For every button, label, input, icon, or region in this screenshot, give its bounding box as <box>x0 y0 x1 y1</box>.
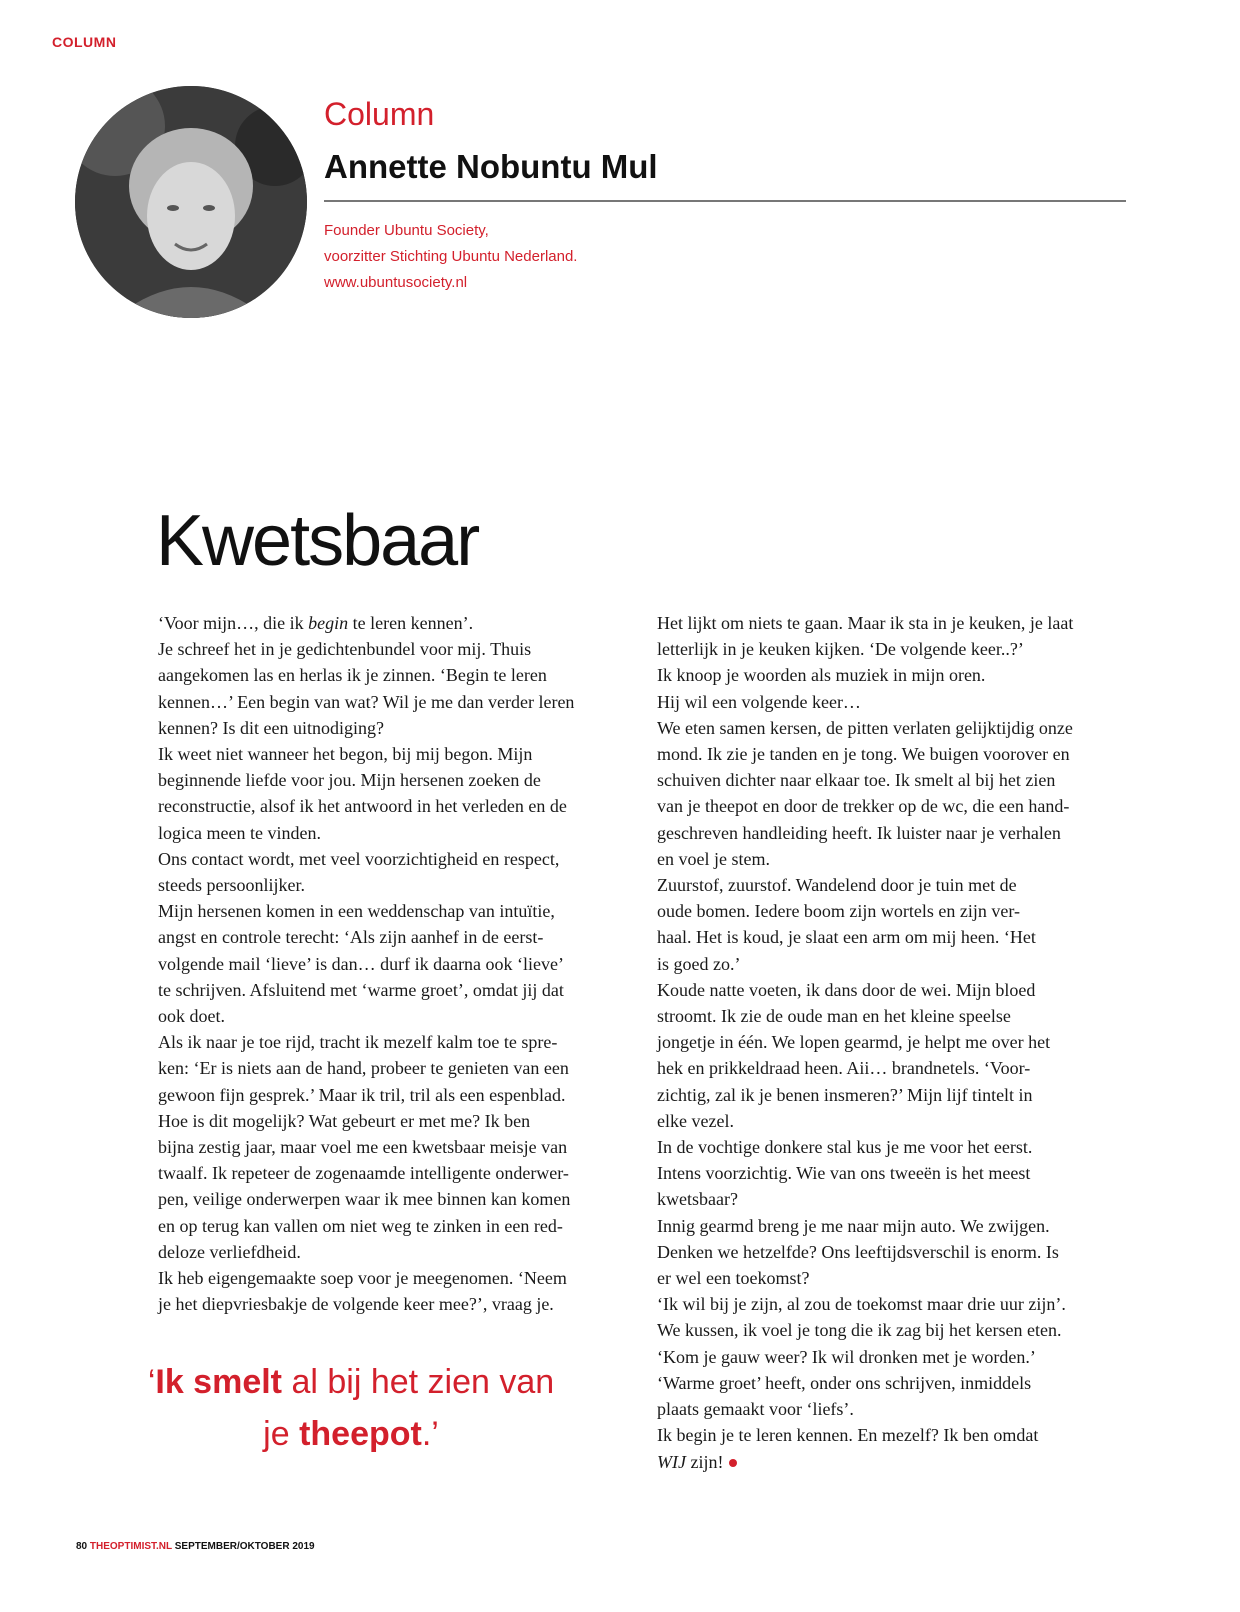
article-line: Zuurstof, zuurstof. Wandelend door je tuin met de <box>657 875 1017 896</box>
article-line: kwetsbaar? <box>657 1189 738 1210</box>
article-line: jongetje in één. We lopen gearmd, je helpt me over het <box>657 1032 1051 1053</box>
author-name: Annette Nobuntu Mul <box>324 148 658 185</box>
article-line: zichtig, zal ik je benen insmeren?’ Mijn lijf tintelt in <box>657 1084 1033 1105</box>
author-portrait <box>75 86 307 318</box>
article-line: WIJ zijn! <box>657 1449 1132 1475</box>
article-line: Denken we hetzelfde? Ons leeftijdsverschil is enorm. Is <box>657 1241 1059 1262</box>
article-line: geschreven handleiding heeft. Ik luister naar je verhalen <box>657 822 1061 843</box>
article-line: er wel een toekomst? <box>657 1268 810 1289</box>
article-line: ken: ‘Er is niets aan de hand, probeer te genieten van een <box>158 1058 569 1079</box>
article-line: reconstructie, alsof ik het antwoord in het verleden en de <box>158 796 567 817</box>
end-mark-icon <box>729 1459 737 1467</box>
article-line: is goed zo.’ <box>657 953 741 974</box>
article-line: Mijn hersenen komen in een weddenschap van intuïtie, <box>158 901 555 922</box>
article-line: pen, veilige onderwerpen waar ik mee binnen kan komen <box>158 1189 571 1210</box>
article-line: Ik knoop je woorden als muziek in mijn oren. <box>657 665 986 686</box>
section-tag: COLUMN <box>52 34 117 50</box>
portrait-photo <box>75 86 307 318</box>
article-line: ook doet. <box>158 1006 225 1027</box>
article-line: letterlijk in je keuken kijken. ‘De volgende keer..?’ <box>657 639 1024 660</box>
article-line: We kussen, ik voel je tong die ik zag bij het kersen eten. <box>657 1320 1062 1341</box>
article-line: ‘Ik wil bij je zijn, al zou de toekomst maar drie uur zijn’. <box>657 1294 1066 1315</box>
article-line: In de vochtige donkere stal kus je me voor het eerst. <box>657 1137 1033 1158</box>
article-line: logica meen te vinden. <box>158 822 321 843</box>
article-line: stroomt. Ik zie de oude man en het kleine speelse <box>657 1006 1011 1027</box>
bio-line: Founder Ubuntu Society, <box>324 222 489 239</box>
article-line: Hij wil een volgende keer… <box>657 691 861 712</box>
article-line: elke vezel. <box>657 1110 734 1131</box>
article-line: schuiven dichter naar elkaar toe. Ik smelt al bij het zien <box>657 770 1056 791</box>
column-label: Column <box>324 96 435 132</box>
article-line: We eten samen kersen, de pitten verlaten gelijktijdig onze <box>657 717 1073 738</box>
article-line: Innig gearmd breng je me naar mijn auto. We zwijgen. <box>657 1215 1050 1236</box>
article-line: Koude natte voeten, ik dans door de wei. Mijn bloed <box>657 979 1036 1000</box>
article-line: kennen? Is dit een uitnodiging? <box>158 717 384 738</box>
article-line: bijna zestig jaar, maar voel me een kwetsbaar meisje van <box>158 1137 568 1158</box>
article-line: van je theepot en door de trekker op de wc, die een hand- <box>657 796 1070 817</box>
article-line: Het lijkt om niets te gaan. Maar ik sta in je keuken, je laat <box>657 613 1074 633</box>
article-line: Ik weet niet wanneer het begon, bij mij begon. Mijn <box>158 744 533 765</box>
site-name: THEOPTIMIST.NL <box>89 1541 172 1552</box>
article-line: Hoe is dit mogelijk? Wat gebeurt er met me? Ik ben <box>158 1110 531 1131</box>
article-line: Intens voorzichtig. Wie van ons tweeën is het meest <box>657 1163 1031 1184</box>
article-line: angst en controle terecht: ‘Als zijn aanhef in de eerst- <box>158 927 544 948</box>
article-column-right <box>657 610 1132 1475</box>
article-line: steeds persoonlijker. <box>158 875 305 896</box>
pull-quote-line: ‘Ik smelt al bij het zien van <box>147 1363 555 1401</box>
pull-quote-line: je theepot.’ <box>263 1415 439 1453</box>
pull-quote <box>136 1356 566 1460</box>
article-line: Ik begin je te leren kennen. En mezelf? Ik ben omdat <box>657 1425 1039 1446</box>
article-line: en voel je stem. <box>657 848 770 869</box>
bio-line: voorzitter Stichting Ubuntu Nederland. <box>324 248 578 265</box>
article-column-left <box>158 610 633 1317</box>
bio-link[interactable]: www.ubuntusociety.nl <box>324 274 468 291</box>
page-number: 80 <box>76 1541 88 1552</box>
article-line: aangekomen las en herlas ik je zinnen. ‘Begin te leren <box>158 665 547 686</box>
article-line: Als ik naar je toe rijd, tracht ik mezelf kalm toe te spre- <box>158 1032 558 1053</box>
article-line: ‘Warme groet’ heeft, onder ons schrijven, inmiddels <box>657 1372 1032 1393</box>
article-line: haal. Het is koud, je slaat een arm om mij heen. ‘Het <box>657 927 1036 948</box>
article-title: Kwetsbaar <box>156 501 479 581</box>
article-line: en op terug kan vallen om niet weg te zinken in een red- <box>158 1215 563 1236</box>
article-line: Ons contact wordt, met veel voorzichtigheid en respect, <box>158 848 560 869</box>
article-line: plaats gemaakt voor ‘liefs’. <box>657 1399 854 1420</box>
article-line: te schrijven. Afsluitend met ‘warme groet’, omdat jij dat <box>158 979 564 1000</box>
issue-date: SEPTEMBER/OKTOBER 2019 <box>174 1541 315 1552</box>
article-line: je het diepvriesbakje de volgende keer mee?’, vraag je. <box>158 1294 554 1315</box>
article-line: hek en prikkeldraad heen. Aii… brandnetels. ‘Voor- <box>657 1058 1031 1079</box>
article-line: beginnende liefde voor jou. Mijn hersenen zoeken de <box>158 770 541 791</box>
article-line: deloze verliefdheid. <box>158 1241 301 1262</box>
author-bio <box>324 218 577 296</box>
article-line: ‘Kom je gauw weer? Ik wil dronken met je worden.’ <box>657 1346 1036 1367</box>
article-line: mond. Ik zie je tanden en je tong. We buigen voorover en <box>657 744 1070 765</box>
article-line: volgende mail ‘lieve’ is dan… durf ik daarna ook ‘lieve’ <box>158 953 565 974</box>
article-line: ‘Voor mijn…, die ik begin te leren kennen’. <box>158 613 474 633</box>
article-line: Ik heb eigengemaakte soep voor je meegenomen. ‘Neem <box>158 1268 567 1289</box>
article-line: Je schreef het in je gedichtenbundel voor mij. Thuis <box>158 639 532 660</box>
header-divider <box>324 200 1126 202</box>
article-line: kennen…’ Een begin van wat? Wil je me dan verder leren <box>158 691 575 712</box>
article-line: oude bomen. Iedere boom zijn wortels en zijn ver- <box>657 901 1021 922</box>
article-line: twaalf. Ik repeteer de zogenaamde intelligente onderwer- <box>158 1163 569 1184</box>
article-line: gewoon fijn gesprek.’ Maar ik tril, tril als een espenblad. <box>158 1084 566 1105</box>
page-footer <box>76 1541 315 1552</box>
